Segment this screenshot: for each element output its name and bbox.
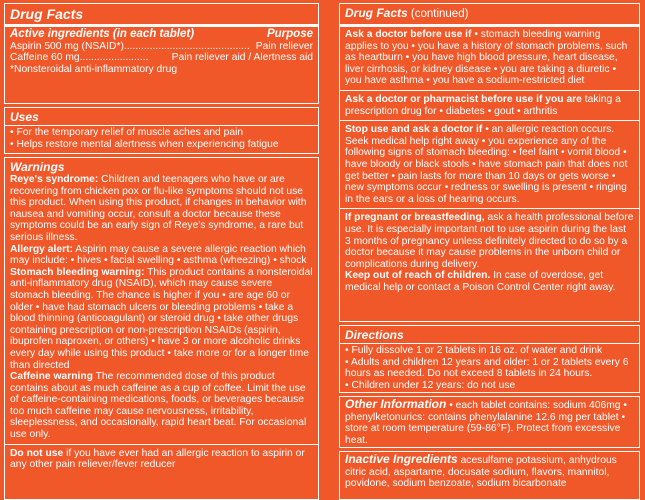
other-information	[345, 399, 634, 446]
uses-item: • For the temporary relief of muscle aches and pain	[10, 127, 244, 138]
continued-title	[345, 6, 634, 23]
directions-item: • Fully dissolve 1 or 2 tablets in 16 oz. of water and drink	[345, 345, 603, 356]
directions-item: • Children under 12 years: do not use	[345, 379, 516, 391]
divider	[340, 120, 639, 121]
stomach-text: This product contains a nonsteroidal anti-inflammatory drug (NSAID), which may cause severe stomach bleeding. The chance is higher if you • are age 60 or older • have had stomach ulcers or bleeding problems • take a blood thinning (anticoagulant) or steroid drug • take other drugs containing prescription or non-prescription NSAIDs (aspirin, ibuprofen naproxen, or others) • have 3 or more alcoholic drinks every day while using this product • take more or for a longer time than directed	[10, 266, 313, 371]
directions-title: Directions	[345, 328, 404, 342]
ask-pharmacist-label: Ask a doctor or pharmacist before use if you are	[345, 93, 582, 105]
do-not-use	[10, 448, 313, 471]
ingredient-row	[10, 52, 313, 64]
pregnancy-warning	[345, 212, 634, 270]
directions-box	[339, 325, 640, 393]
stomach-warning	[10, 267, 313, 371]
caffeine-warning	[10, 371, 313, 441]
stop-use	[345, 124, 634, 205]
divider	[340, 24, 639, 27]
uses-title: Uses	[10, 110, 39, 124]
warnings-title: Warnings	[10, 160, 65, 174]
other-information-title: Other Information	[345, 397, 447, 411]
ingredient-purpose: Pain reliever	[255, 40, 313, 52]
footnote: *Nonsteroidal anti-inflammatory drug	[10, 63, 178, 75]
purpose-label: Purpose	[266, 28, 313, 40]
caffeine-label: Caffeine warning	[10, 371, 93, 383]
divider	[5, 125, 318, 126]
active-ingredients-box	[4, 3, 319, 104]
ingredient-name: Caffeine 60 mg........................	[10, 52, 149, 64]
inactive-ingredients-text: acesulfame potassium, anhydrous citric acid, aspartame, docusate sodium, flavors, mannitol, povidone, sodium benzoate, sodium bicarbonate	[345, 455, 617, 490]
divider	[5, 444, 318, 445]
do-not-use-label: Do not use	[10, 447, 64, 459]
inactive-ingredients-box	[339, 451, 640, 500]
drug-facts-title: Drug Facts	[10, 6, 84, 22]
allergy-text: Aspirin may cause a severe allergic reaction which may include: • hives • facial swelling • asthma (wheezing) • shock	[10, 243, 307, 267]
do-not-use-text: if you have ever had an allergic reaction to aspirin or any other pain reliever/fever reducer	[10, 447, 305, 471]
stop-use-text: • an allergic reaction occurs. Seek medical help right away • you experience any of the following signs of stomach bleeding: • feel faint • vomit blood • have bloody or black stools • have stomach pain that does not get better • pain lasts for more than 10 days or gets worse • new symptoms occur • redness or swelling is present • ringing in the ears or a loss of hearing occurs.	[345, 124, 628, 205]
warnings-box	[4, 157, 319, 500]
inactive-ingredients-title: Inactive Ingredients	[345, 452, 458, 466]
uses-item: • Helps restore mental alertness when experiencing fatigue	[10, 138, 279, 150]
other-information-text: • each tablet contains: sodium 406mg • phenylketonurics: contains phenylalanine 12.6 mg per tablet • store at room temperature (59-86°F). Protect from excessive heat.	[345, 400, 627, 446]
pregnancy-label: If pregnant or breastfeeding,	[345, 212, 485, 224]
ask-pharmacist-text: taking a prescription drug for • diabetes • gout • arthritis	[345, 93, 621, 117]
divider	[340, 90, 639, 91]
active-ingredients-header-row	[10, 29, 313, 41]
reye-label: Reye's syndrome:	[10, 174, 99, 185]
keep-out-of-reach	[345, 270, 634, 293]
keep-out-text: In case of overdose, get medical help or contact a Poison Control Center right away.	[345, 270, 616, 293]
continued-title-suffix: (continued)	[407, 8, 469, 20]
divider	[5, 24, 318, 27]
uses-box	[4, 107, 319, 154]
inactive-ingredients	[345, 454, 634, 490]
ingredient-name: Aspirin 500 mg (NSAID*)............................................	[10, 40, 250, 52]
other-information-box	[339, 396, 640, 448]
allergy-alert	[10, 244, 313, 267]
stop-use-label: Stop use and ask a doctor if	[345, 124, 483, 136]
stomach-label: Stomach bleeding warning:	[10, 266, 145, 278]
ask-doctor-label: Ask a doctor before use if	[345, 29, 472, 40]
allergy-label: Allergy alert:	[10, 243, 73, 255]
divider	[340, 343, 639, 344]
continued-box	[339, 3, 640, 322]
ask-doctor-text: • stomach bleeding warning applies to you • you have a history of stomach problems, such as heartburn • you have high blood pressure, heart disease, liver cirrhosis, or kidney disease • you are taking a diuretic • you have asthma • you have a sodium-restricted diet	[345, 29, 628, 87]
ask-doctor	[345, 29, 634, 87]
reye-warning	[10, 174, 313, 244]
caffeine-text: The recommended dose of this product contains about as much caffeine as a cup of coffee. Limit the use of caffeine-containing medications, foods, or beverages because too much caffeine may cause nervousness, irritability, sleeplessness, and occasionally, rapid heart beat. For occasional use only.	[10, 371, 307, 441]
ingredient-row	[10, 41, 313, 53]
pregnancy-text: ask a health professional before use. It is especially important not to use aspirin during the last 3 months of pregnancy unless definitely directed to do so by a doctor because it may cause problems in the unborn child or complications during delivery.	[345, 212, 634, 270]
divider	[340, 208, 639, 209]
directions-item: • Adults and children 12 years and older: 1 or 2 tablets every 6 hours as needed. Do not exceed 8 tablets in 24 hours.	[345, 356, 629, 380]
reye-text: Children and teenagers who have or are recovering from chicken pox or flu-like symptoms should not use this product. When using this product, if changes in behavior with nausea and vomiting occur, consult a doctor because these symptoms could be an early sign of Reye's syndrome, a rare but serious illness.	[10, 174, 307, 243]
active-ingredients-label: Active ingredients (in each tablet)	[10, 28, 195, 40]
continued-title-main: Drug Facts	[345, 6, 408, 20]
ingredient-purpose: Pain reliever aid / Alertness aid	[171, 52, 313, 64]
keep-out-label: Keep out of reach of children.	[345, 270, 491, 282]
ask-pharmacist	[345, 94, 634, 117]
